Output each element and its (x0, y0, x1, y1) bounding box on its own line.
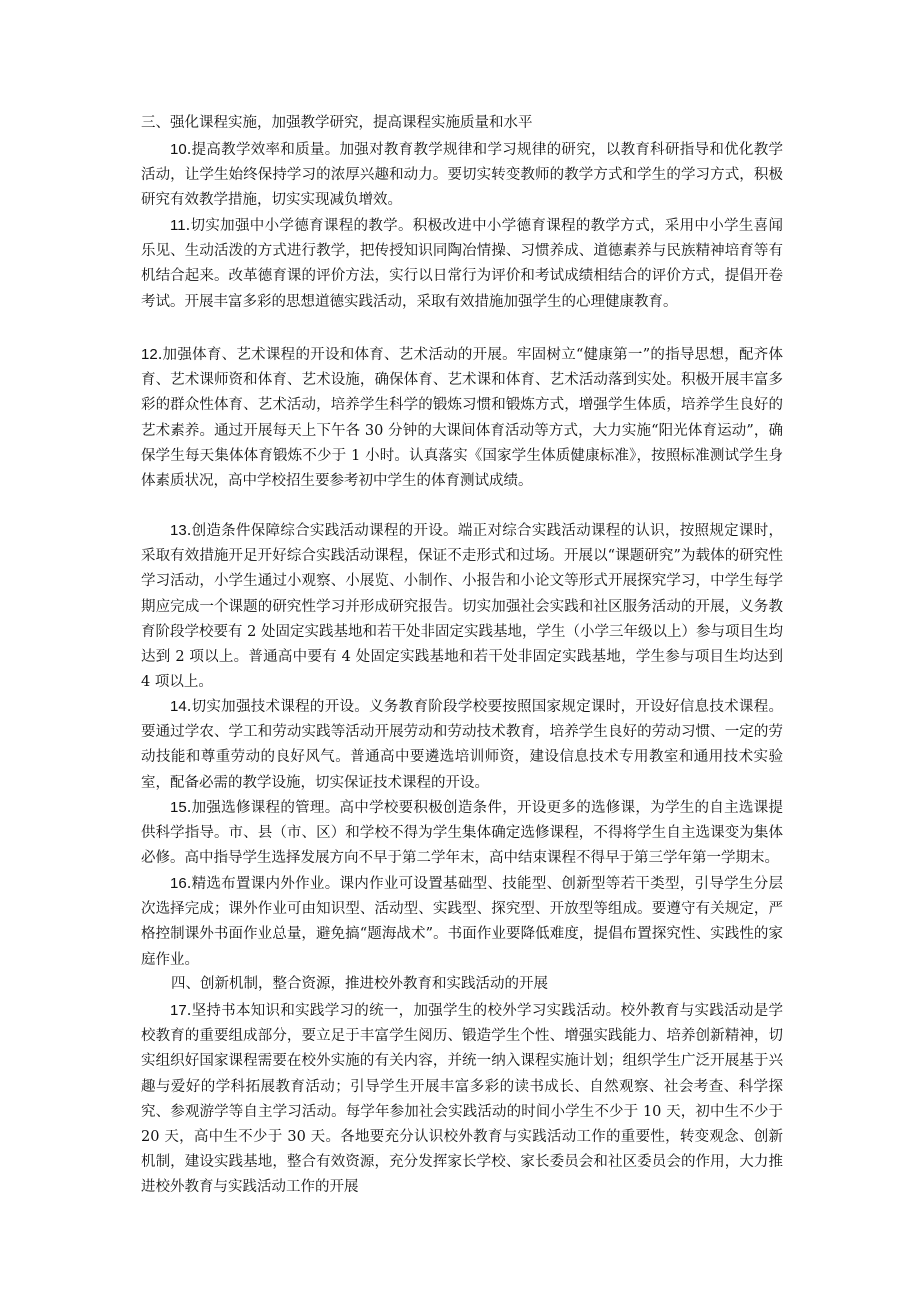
paragraph-13 (141, 518, 783, 695)
item-number: 11 (170, 217, 186, 234)
paragraph-12 (141, 342, 783, 494)
item-number: 17 (170, 1002, 187, 1019)
paragraph-text: .加强选修课程的管理。高中学校要积极创造条件，开设更多的选修课，为学生的自主选课提供科学指导。市、县（市、区）和学校不得为学生集体确定选修课程，不得将学生自主选课变为集体必修。高中指导学生选择发展方向不早于第二学年末，高中结束课程不得早于第三学年第一学期末。 (141, 800, 783, 867)
paragraph-14 (141, 694, 783, 796)
paragraph-text: .坚持书本知识和实践学习的统一，加强学生的校外学习实践活动。校外教育与实践活动是学校教育的重要组成部分，要立足于丰富学生阅历、锻造学生个性、增强实践能力、培养创新精神，切实组织好国家课程需要在校外实施的有关内容，并统一纳入课程实施计划；组织学生广泛开展基于兴趣与爱好的学科拓展教育活动；引导学生开展丰富多彩的读书成长、自然观察、社会考查、科学探究、参观游学等自主学习活动。每学年参加社会实践活动的时间小学生不少于 10 天，初中生不少于 20 天，高中生不少于 30 天。各地要充分认识校外教育与实践活动工作的重要性，转变观念、创新机制，建设实践基地，整合有效资源，充分发挥家长学校、家长委员会和社区委员会的作用，大力推进校外教育与实践活动工作的开展 (141, 1003, 783, 1196)
paragraph-15 (141, 795, 783, 872)
section3-heading: 三、强化课程实施，加强教学研究，提高课程实施质量和水平 (141, 115, 533, 131)
section4-heading: 四、创新机制，整合资源，推进校外教育和实践活动的开展 (171, 976, 548, 992)
item-number: 14 (170, 698, 187, 715)
paragraph-11 (141, 213, 783, 315)
item-number: 15 (170, 799, 187, 816)
paragraph-text: .提高教学效率和质量。加强对教育教学规律和学习规律的研究，以教育科研指导和优化教学活动，让学生始终保持学习的浓厚兴趣和动力。要切实转变教师的教学方式和学生的学习方式，积极研究有效教学措施，切实实现减负增效。 (141, 142, 783, 209)
item-number: 16 (170, 875, 187, 892)
paragraph-16 (141, 871, 783, 973)
item-number: 12 (141, 346, 158, 363)
paragraph-text: .加强体育、艺术课程的开设和体育、艺术活动的开展。牢固树立“健康第一”的指导思想，配齐体育、艺术课师资和体育、艺术设施，确保体育、艺术课和体育、艺术活动落到实处。积极开展丰富多彩的群众性体育、艺术活动，培养学生科学的锻炼习惯和锻炼方式，增强学生体质，培养学生良好的艺术素养。通过开展每天上下午各 30 分钟的大课间体育活动等方式，大力实施“阳光体育运动”，确保学生每天集体体育锻炼不少于 1 小时。认真落实《国家学生体质健康标准》，按照标准测试学生身体素质状况，高中学校招生要参考初中学生的体育测试成绩。 (141, 347, 783, 490)
paragraph-text: .切实加强中小学德育课程的教学。积极改进中小学德育课程的教学方式，采用中小学生喜闻乐见、生动活泼的方式进行教学，把传授知识同陶冶情操、习惯养成、道德素养与民族精神培育等有机结合起来。改革德育课的评价方法，实行以日常行为评价和考试成绩相结合的评价方式，提倡开卷考试。开展丰富多彩的思想道德实践活动，采取有效措施加强学生的心理健康教育。 (141, 218, 783, 310)
paragraph-10 (141, 137, 783, 214)
paragraph-text: .创造条件保障综合实践活动课程的开设。端正对综合实践活动课程的认识，按照规定课时，采取有效措施开足开好综合实践活动课程，保证不走形式和过场。开展以“课题研究”为载体的研究性学习活动，小学生通过小观察、小展览、小制作、小报告和小论文等形式开展探究学习，中学生每学期应完成一个课题的研究性学习并形成研究报告。切实加强社会实践和社区服务活动的开展，义务教育阶段学校要有 2 处固定实践基地和若干处非固定实践基地，学生（小学三年级以上）参与项目生均达到 2 项以上。普通高中要有 4 处固定实践基地和若干处非固定实践基地，学生参与项目生均达到 4 项以上。 (141, 523, 783, 691)
paragraph-text: .精选布置课内外作业。课内作业可设置基础型、技能型、创新型等若干类型，引导学生分层次选择完成；课外作业可由知识型、活动型、实践型、探究型、开放型等组成。要遵守有关规定，严格控制课外书面作业总量，避免搞“题海战术”。书面作业要降低难度，提倡布置探究性、实践性的家庭作业。 (141, 876, 783, 968)
item-number: 10 (170, 141, 187, 158)
paragraph-text: .切实加强技术课程的开设。义务教育阶段学校要按照国家规定课时，开设好信息技术课程。要通过学农、学工和劳动实践等活动开展劳动和劳动技术教育，培养学生良好的劳动习惯、一定的劳动技能和尊重劳动的良好风气。普通高中要遴选培训师资，建设信息技术专用教室和通用技术实验室，配备必需的教学设施，切实保证技术课程的开设。 (141, 699, 783, 791)
item-number: 13 (170, 522, 187, 539)
paragraph-17 (141, 998, 783, 1201)
